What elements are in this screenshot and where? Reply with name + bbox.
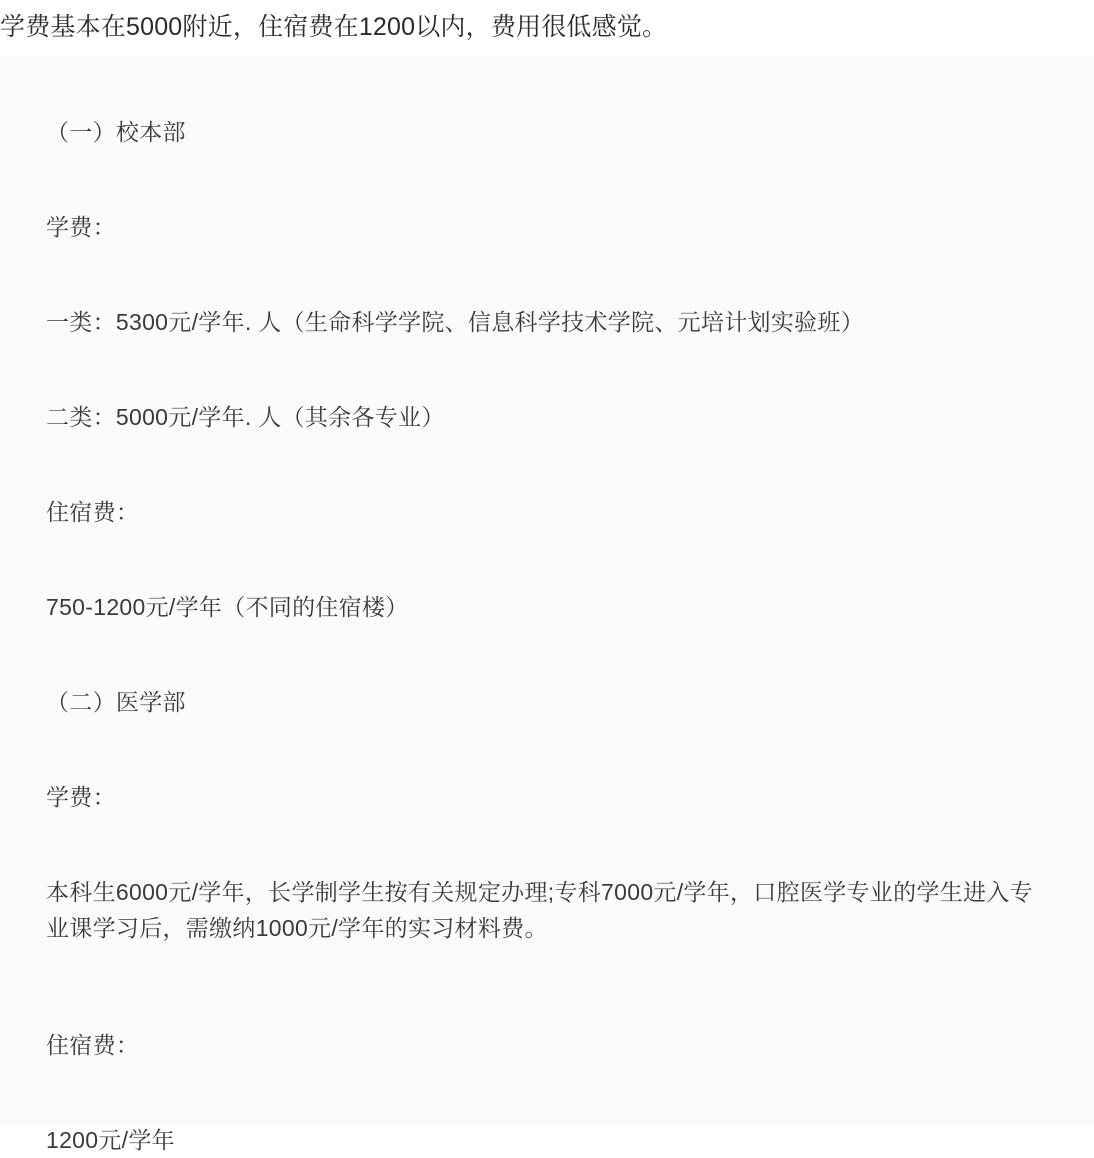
- spacer: [46, 625, 1048, 684]
- spacer: [46, 720, 1048, 779]
- tuition-label-medical: 学费：: [46, 784, 116, 810]
- spacer: [46, 815, 1048, 874]
- spacer: [46, 435, 1048, 494]
- spacer: [46, 530, 1048, 589]
- housing-label-campus: 住宿费：: [46, 499, 140, 525]
- housing-label-medical: 住宿费：: [46, 1032, 140, 1058]
- tuition-tier-two: 二类：5000元/学年. 人（其余各专业）: [46, 404, 445, 430]
- tuition-tier-one: 一类：5300元/学年. 人（生命科学学院、信息科学技术学院、元培计划实验班）: [46, 309, 865, 335]
- spacer: [46, 1063, 1048, 1122]
- housing-fee-medical: 1200元/学年: [46, 1127, 175, 1153]
- excerpt-block: [0, 56, 1094, 1153]
- tuition-detail-medical: 本科生6000元/学年，长学制学生按有关规定办理;专科7000元/学年，口腔医学专业的学生进入专业课学习后，需缴纳1000元/学年的实习材料费。: [46, 879, 1033, 941]
- section-heading-campus: （一）校本部: [46, 119, 186, 145]
- tuition-label-campus: 学费：: [46, 214, 116, 240]
- spacer: [46, 968, 1048, 1027]
- intro-paragraph: 学费基本在5000附近，住宿费在1200以内，费用很低感觉。: [0, 13, 668, 41]
- spacer: [46, 245, 1048, 304]
- spacer: [46, 340, 1048, 399]
- spacer: [46, 946, 1048, 968]
- housing-fee-campus: 750-1200元/学年（不同的住宿楼）: [46, 594, 409, 620]
- section-heading-medical: （二）医学部: [46, 689, 186, 715]
- spacer: [46, 150, 1048, 209]
